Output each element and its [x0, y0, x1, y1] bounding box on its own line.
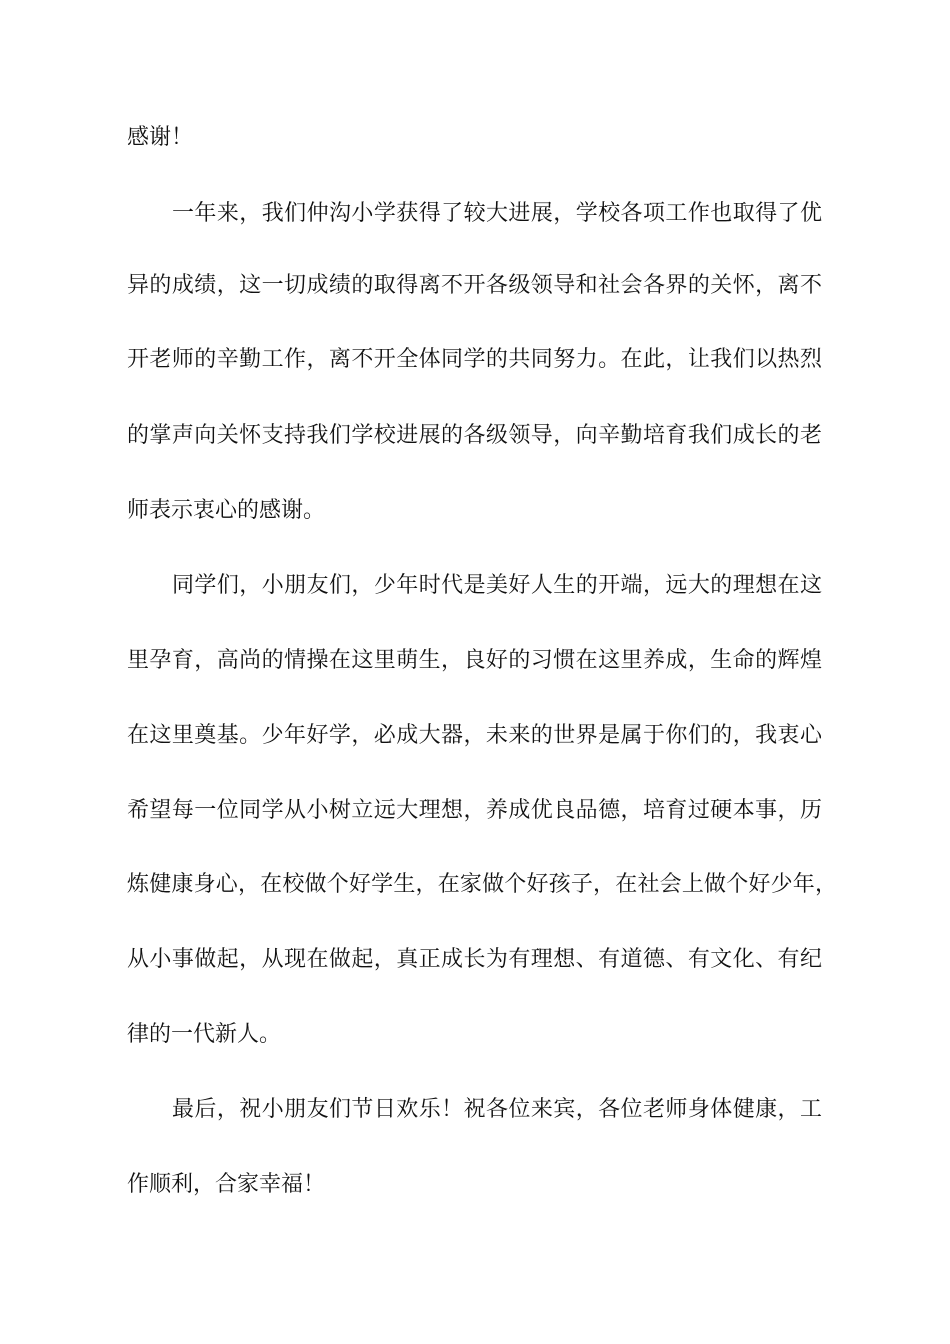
text-line: 感谢！ — [127, 125, 194, 150]
paragraph-1-line-3: 开老师的辛勤工作，离不开全体同学的共同努力。在此，让我们以热烈 — [127, 347, 822, 372]
paragraph-2-line-1: 同学们，小朋友们，少年时代是美好人生的开端，远大的理想在这 — [172, 573, 822, 598]
paragraph-1-line-1: 一年来，我们仲沟小学获得了较大进展，学校各项工作也取得了优 — [172, 201, 822, 226]
paragraph-2-line-2: 里孕育，高尚的情操在这里萌生，良好的习惯在这里养成，生命的辉煌 — [127, 648, 822, 673]
paragraph-2-line-7: 律的一代新人。 — [127, 1022, 282, 1047]
paragraph-3-line-2: 作顺利，合家幸福！ — [127, 1172, 326, 1197]
paragraph-2-line-3: 在这里奠基。少年好学，必成大器，未来的世界是属于你们的，我衷心 — [127, 723, 822, 748]
paragraph-1-line-5: 师表示衷心的感谢。 — [127, 498, 326, 523]
paragraph-3-line-1: 最后，祝小朋友们节日欢乐！祝各位来宾，各位老师身体健康，工 — [172, 1097, 822, 1122]
paragraph-2-line-6: 从小事做起，从现在做起，真正成长为有理想、有道德、有文化、有纪 — [127, 947, 822, 972]
paragraph-2-line-4: 希望每一位同学从小树立远大理想，养成优良品德，培育过硬本事，历 — [127, 798, 822, 823]
paragraph-1-line-4: 的掌声向关怀支持我们学校进展的各级领导，向辛勤培育我们成长的老 — [127, 423, 822, 448]
paragraph-2-line-5: 炼健康身心，在校做个好学生，在家做个好孩子，在社会上做个好少年， — [127, 872, 837, 897]
paragraph-1-line-2: 异的成绩，这一切成绩的取得离不开各级领导和社会各界的关怀，离不 — [127, 273, 822, 298]
